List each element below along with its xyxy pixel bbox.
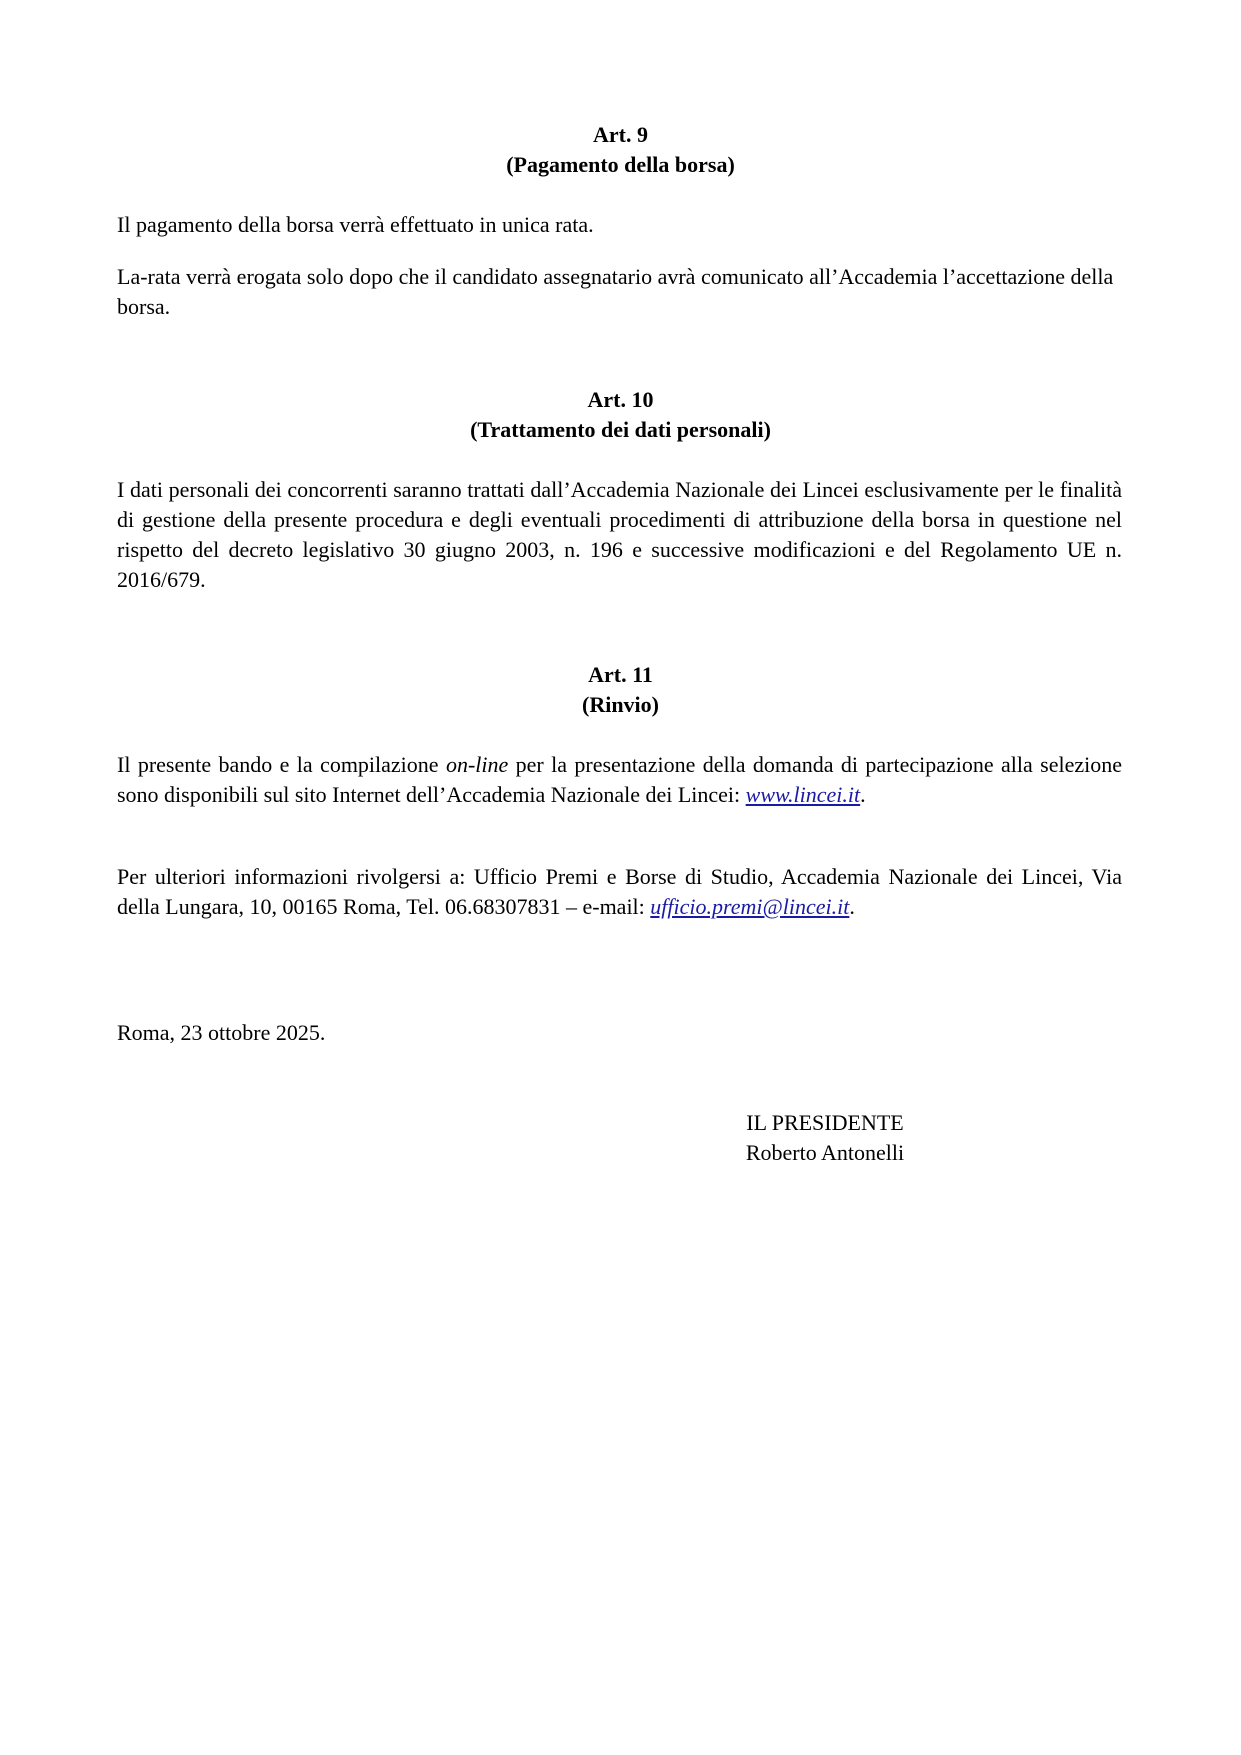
p2-text-after: . — [849, 894, 855, 919]
on-line-italic: on-line — [445, 752, 509, 777]
p1-text-before: Il presente bando e la compilazione — [117, 752, 446, 777]
website-link[interactable]: www.lincei.it — [745, 782, 861, 807]
article-11-title: (Rinvio) — [582, 692, 659, 717]
article-9-paragraph-1: Il pagamento della borsa verrà effettuato in unica rata. — [117, 212, 594, 237]
p1-text-after: . — [860, 782, 866, 807]
email-link[interactable]: ufficio.premi@lincei.it — [650, 894, 850, 919]
date-line: Roma, 23 ottobre 2025. — [117, 1020, 326, 1045]
p1-text-middle: per la presentazione della domanda di partecipazione alla selezione sono disponibili sul sito Internet dell’Accademia Nazionale dei Lincei: — [117, 752, 1122, 807]
article-11-number: Art. 11 — [588, 662, 653, 687]
article-9-title: (Pagamento della borsa) — [506, 152, 735, 177]
article-9-number: Art. 9 — [593, 122, 648, 147]
article-9-paragraph-2: La-rata verrà erogata solo dopo che il candidato assegnatario avrà comunicato all’Accademia l’accettazione della borsa. — [117, 264, 1114, 319]
article-11-paragraph-1 — [117, 750, 1122, 810]
signature-role: IL PRESIDENTE — [746, 1110, 904, 1135]
article-11-paragraph-2 — [117, 862, 1122, 922]
p2-text-before: Per ulteriori informazioni rivolgersi a: Ufficio Premi e Borse di Studio, Accademia Nazionale dei Lincei, Via della Lungara, 10, 00165 Roma, Tel. 06.68307831 – e-mail: — [117, 864, 1122, 919]
article-10-paragraph-1: I dati personali dei concorrenti saranno trattati dall’Accademia Nazionale dei Lincei esclusivamente per le finalità di gestione della presente procedura e degli eventuali procedimenti di attribuzione della borsa in questione nel rispetto del decreto legislativo 30 giugno 2003, n. 196 e successive modificazioni e del Regolamento UE n. 2016/679. — [117, 477, 1122, 592]
article-10-number: Art. 10 — [587, 387, 654, 412]
article-10-title: (Trattamento dei dati personali) — [470, 417, 771, 442]
signature-name: Roberto Antonelli — [745, 1140, 905, 1165]
